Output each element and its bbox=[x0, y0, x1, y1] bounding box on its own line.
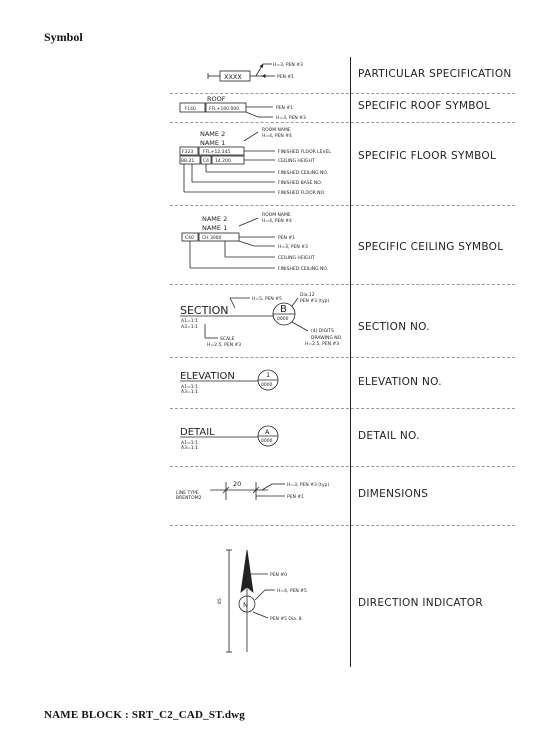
north-arrow-dimension: 85 bbox=[218, 598, 223, 604]
north-note-3: PEN #5 Dia. 8 bbox=[270, 617, 302, 622]
row-label-elevation: ELEVATION NO. bbox=[358, 376, 442, 388]
ceiling-note-ceiling-no: FINISHED CEILING NO. bbox=[278, 267, 329, 272]
roof-title: ROOF bbox=[207, 95, 226, 103]
section-a1: A1=1:1 bbox=[181, 319, 198, 324]
dimension-value: 20 bbox=[233, 480, 242, 488]
section-note-2: Dia.12 bbox=[300, 293, 315, 298]
north-note-1: PEN #0 bbox=[270, 573, 287, 578]
section-a3: A3=1:1 bbox=[181, 325, 198, 330]
floor-note-ceiling-no: FINISHED CEILING NO. bbox=[278, 171, 329, 176]
floor-name-1: NAME 1 bbox=[200, 139, 226, 147]
particular-box-text: XXXX bbox=[224, 73, 242, 81]
row-label-ceiling: SPECIFIC CEILING SYMBOL bbox=[358, 241, 504, 253]
dimension-line-type-name: BRENTOM2 bbox=[176, 496, 202, 501]
section-scale-height: H=2.5, PEN #3 bbox=[207, 343, 242, 348]
floor-r2b: C4 bbox=[203, 159, 210, 164]
particular-note-1: H=3, PEN #3 bbox=[273, 63, 303, 68]
floor-note-height: H=4, PEN #4 bbox=[262, 134, 292, 139]
floor-r1a: F323 bbox=[182, 150, 194, 155]
floor-note-ceiling-height: CEILING HEIGHT bbox=[278, 159, 315, 164]
detail-title: DETAIL bbox=[180, 427, 215, 438]
floor-note-room-name: ROOM NAME bbox=[262, 128, 291, 133]
section-code: 0000 bbox=[277, 317, 289, 322]
detail-a1: A1=1:1 bbox=[181, 441, 198, 446]
section-note-1: H=5, PEN #5 bbox=[252, 297, 282, 302]
elevation-a3: A3=1:1 bbox=[181, 390, 198, 395]
floor-note-ffl: FINISHED FLOOR LEVEL bbox=[278, 150, 331, 155]
north-note-2: H=4, PEN #5 bbox=[277, 589, 307, 594]
section-note-6: H=2.5, PEN #3 bbox=[305, 342, 340, 347]
row-label-roof: SPECIFIC ROOF SYMBOL bbox=[358, 100, 491, 112]
elevation-letter: 1 bbox=[266, 371, 271, 379]
floor-note-base-no: FINISHED BASE NO. bbox=[278, 181, 323, 186]
row-label-section: SECTION NO. bbox=[358, 321, 430, 333]
row-label-dimensions: DIMENSIONS bbox=[358, 488, 429, 500]
dimension-note-2: PEN #1 bbox=[287, 495, 304, 500]
row-label-particular: PARTICULAR SPECIFICATION bbox=[358, 68, 512, 80]
section-note-3: PEN #3 (typ) bbox=[300, 299, 330, 304]
roof-box-1: FL40 bbox=[185, 107, 196, 112]
elevation-code: 0000 bbox=[261, 383, 273, 388]
detail-code: 0000 bbox=[261, 439, 273, 444]
row-label-detail: DETAIL NO. bbox=[358, 430, 420, 442]
roof-note-1: PEN #1 bbox=[276, 106, 293, 111]
ceiling-box-2: CH 3000 bbox=[202, 236, 222, 241]
particular-note-2: PEN #1 bbox=[277, 75, 294, 80]
floor-name-2: NAME 2 bbox=[200, 130, 226, 138]
floor-note-floor-no: FINISHED FLOOR NO. bbox=[278, 191, 326, 196]
row-label-floor: SPECIFIC FLOOR SYMBOL bbox=[358, 150, 497, 162]
ceiling-note-room-name: ROOM NAME bbox=[262, 213, 291, 218]
ceiling-note-height: H=4, PEN #4 bbox=[262, 219, 292, 224]
section-title: SECTION bbox=[180, 304, 229, 317]
section-letter: B bbox=[280, 304, 287, 315]
ceiling-note-pen3: H=3, PEN #3 bbox=[278, 245, 308, 250]
floor-r1b: FFL+12.345 bbox=[203, 150, 231, 155]
ceiling-note-pen1: PEN #1 bbox=[278, 236, 295, 241]
roof-note-2: H=3, PEN #3 bbox=[276, 116, 306, 121]
floor-r2c: 14.200 bbox=[215, 159, 231, 164]
north-letter: N bbox=[243, 601, 248, 609]
ceiling-name-1: NAME 1 bbox=[202, 224, 228, 232]
ceiling-name-2: NAME 2 bbox=[202, 215, 228, 223]
section-note-4: (4) DIGITS bbox=[311, 329, 335, 334]
dimensions-symbol bbox=[210, 482, 285, 500]
elevation-title: ELEVATION bbox=[180, 371, 235, 382]
dimension-note-1: H=3, PEN #3 (typ) bbox=[287, 483, 330, 488]
section-scale: SCALE bbox=[220, 337, 235, 342]
elevation-a1: A1=1:1 bbox=[181, 385, 198, 390]
ceiling-note-ceiling-height: CEILING HEIGHT bbox=[278, 256, 315, 261]
ceiling-box-1: C40 bbox=[185, 236, 194, 241]
north-arrow-symbol bbox=[226, 550, 275, 652]
row-label-direction: DIRECTION INDICATOR bbox=[358, 597, 483, 609]
page-heading: Symbol bbox=[44, 30, 83, 44]
floor-r2a: BB.21 bbox=[181, 159, 195, 164]
detail-letter: A bbox=[265, 428, 270, 436]
dimension-line-type: LINE TYPE bbox=[176, 491, 199, 496]
ceiling-symbol bbox=[182, 218, 275, 268]
detail-a3: A3=1:1 bbox=[181, 446, 198, 451]
roof-box-2: FFL+100.000 bbox=[209, 107, 240, 112]
name-block-footer: NAME BLOCK : SRT_C2_CAD_ST.dwg bbox=[44, 709, 245, 721]
section-note-5: DRAWING NO. bbox=[311, 336, 343, 341]
